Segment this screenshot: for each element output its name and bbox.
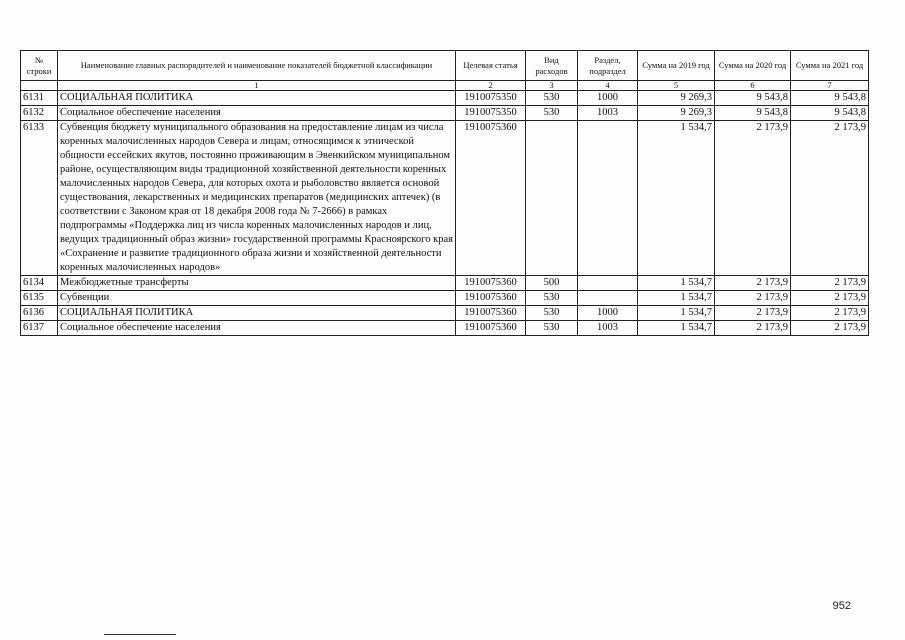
cell-sum-2020: 2 173,9 xyxy=(715,121,791,276)
cell-expense-type: 530 xyxy=(526,321,578,336)
cell-indicator-name: Межбюджетные трансферты xyxy=(58,276,456,291)
cell-sum-2019: 9 269,3 xyxy=(638,106,715,121)
page-number: 952 xyxy=(832,600,851,612)
header-expense-type: Вид расходов xyxy=(526,51,578,81)
table-row xyxy=(21,291,869,306)
cell-row-number: 6132 xyxy=(21,106,58,121)
column-number: 6 xyxy=(715,81,791,91)
cell-sum-2020: 2 173,9 xyxy=(715,306,791,321)
cell-sum-2019: 1 534,7 xyxy=(638,306,715,321)
table-row xyxy=(21,91,869,106)
column-number: 4 xyxy=(578,81,638,91)
cell-section: 1003 xyxy=(578,321,638,336)
column-number: 3 xyxy=(526,81,578,91)
cell-target-article: 1910075360 xyxy=(456,276,526,291)
cell-sum-2021: 2 173,9 xyxy=(791,276,869,291)
column-number: 5 xyxy=(638,81,715,91)
header-section: Раздел, подраздел xyxy=(578,51,638,81)
table-row xyxy=(21,106,869,121)
column-number-row xyxy=(21,81,869,91)
table-row xyxy=(21,306,869,321)
header-name: Наименование главных распорядителей и наименование показателей бюджетной классификации xyxy=(58,51,456,81)
cell-section: 1000 xyxy=(578,91,638,106)
header-sum-2021: Сумма на 2021 год xyxy=(791,51,869,81)
cell-target-article: 1910075350 xyxy=(456,91,526,106)
table-row xyxy=(21,121,869,276)
cell-section: 1003 xyxy=(578,106,638,121)
cell-expense-type xyxy=(526,121,578,276)
cell-row-number: 6137 xyxy=(21,321,58,336)
cell-target-article: 1910075350 xyxy=(456,106,526,121)
cell-expense-type: 500 xyxy=(526,276,578,291)
table-row xyxy=(21,276,869,291)
cell-indicator-name: Субвенции xyxy=(58,291,456,306)
header-sum-2020: Сумма на 2020 год xyxy=(715,51,791,81)
cell-sum-2021: 9 543,8 xyxy=(791,106,869,121)
cell-sum-2020: 9 543,8 xyxy=(715,91,791,106)
cell-row-number: 6134 xyxy=(21,276,58,291)
cell-section: 1000 xyxy=(578,306,638,321)
cell-expense-type: 530 xyxy=(526,306,578,321)
cell-expense-type: 530 xyxy=(526,291,578,306)
cell-sum-2019: 9 269,3 xyxy=(638,91,715,106)
footer-rule xyxy=(104,634,176,635)
cell-row-number: 6136 xyxy=(21,306,58,321)
cell-sum-2020: 9 543,8 xyxy=(715,106,791,121)
column-number: 2 xyxy=(456,81,526,91)
cell-row-number: 6135 xyxy=(21,291,58,306)
cell-sum-2020: 2 173,9 xyxy=(715,291,791,306)
cell-row-number: 6131 xyxy=(21,91,58,106)
cell-sum-2020: 2 173,9 xyxy=(715,321,791,336)
cell-indicator-name: СОЦИАЛЬНАЯ ПОЛИТИКА xyxy=(58,91,456,106)
cell-section xyxy=(578,121,638,276)
cell-row-number: 6133 xyxy=(21,121,58,276)
cell-section xyxy=(578,291,638,306)
cell-sum-2019: 1 534,7 xyxy=(638,276,715,291)
cell-section xyxy=(578,276,638,291)
cell-target-article: 1910075360 xyxy=(456,306,526,321)
cell-sum-2020: 2 173,9 xyxy=(715,276,791,291)
cell-sum-2019: 1 534,7 xyxy=(638,321,715,336)
cell-sum-2019: 1 534,7 xyxy=(638,291,715,306)
cell-indicator-name: СОЦИАЛЬНАЯ ПОЛИТИКА xyxy=(58,306,456,321)
cell-sum-2021: 9 543,8 xyxy=(791,91,869,106)
cell-target-article: 1910075360 xyxy=(456,121,526,276)
cell-target-article: 1910075360 xyxy=(456,291,526,306)
cell-sum-2021: 2 173,9 xyxy=(791,121,869,276)
table-row xyxy=(21,321,869,336)
cell-expense-type: 530 xyxy=(526,106,578,121)
cell-indicator-name: Социальное обеспечение населения xyxy=(58,321,456,336)
column-number: 7 xyxy=(791,81,869,91)
cell-sum-2021: 2 173,9 xyxy=(791,291,869,306)
table-body xyxy=(21,91,869,336)
cell-sum-2021: 2 173,9 xyxy=(791,321,869,336)
cell-indicator-name: Социальное обеспечение населения xyxy=(58,106,456,121)
cell-sum-2019: 1 534,7 xyxy=(638,121,715,276)
cell-expense-type: 530 xyxy=(526,91,578,106)
column-number: 1 xyxy=(58,81,456,91)
header-row-number: № строки xyxy=(21,51,58,81)
header-sum-2019: Сумма на 2019 год xyxy=(638,51,715,81)
cell-indicator-name: Субвенция бюджету муниципального образования на предоставление лицам из числа коренных малочисленных народов Севера и лицам, относящимся к этнической общности ессейских якутов, постоянно проживающим в Эвенкийском муниципальном районе, осуществляющим виды традиционной хозяйственной деятельности коренных малочисленных народов Севера, для которых охота и рыболовство является основой существования, лекарственных и медицинских препаратов (медицинских аптечек) (в соответствии с Законом края от 18 декабря 2008 года № 7-2666) в рамках подпрограммы «Поддержка лиц из числа коренных малочисленных народов и лиц, ведущих традиционный образ жизни» государственной программы Красноярского края «Сохранение и развитие традиционного образа жизни и хозяйственной деятельности коренных малочисленных народов» xyxy=(58,121,456,276)
budget-table xyxy=(20,50,869,336)
cell-sum-2021: 2 173,9 xyxy=(791,306,869,321)
cell-target-article: 1910075360 xyxy=(456,321,526,336)
header-target-article: Целевая статья xyxy=(456,51,526,81)
column-number xyxy=(21,81,58,91)
header-row xyxy=(21,51,869,81)
